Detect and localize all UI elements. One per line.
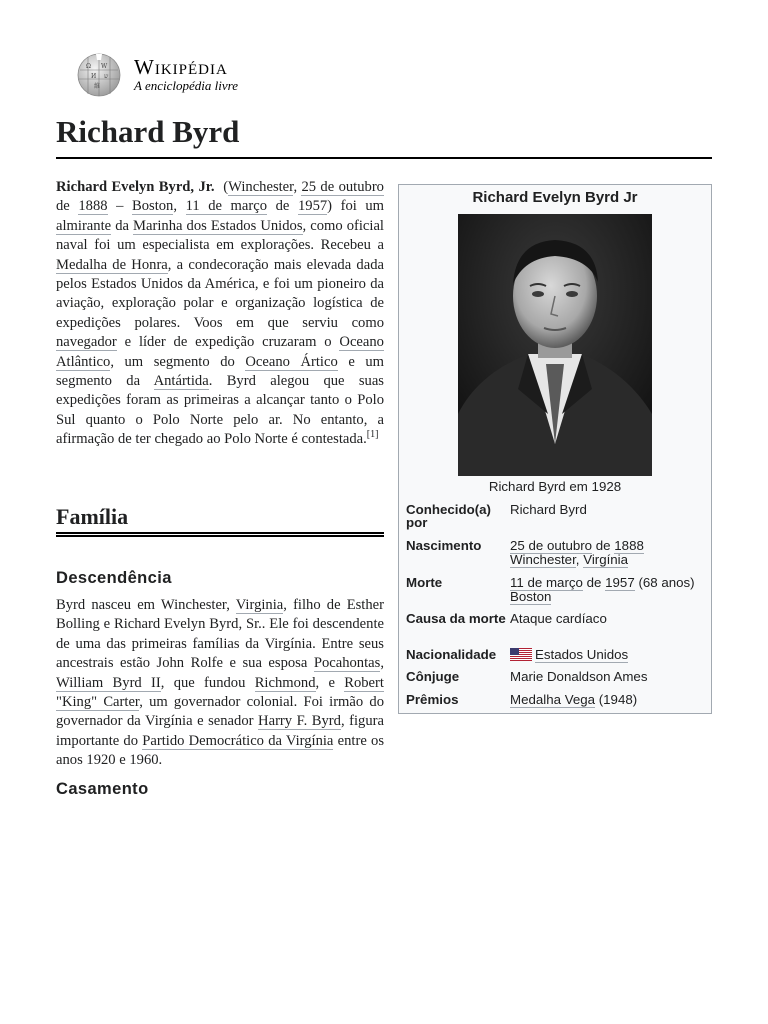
link-partido-democratico[interactable]: Partido Democrático da Virgínia xyxy=(142,732,334,749)
wikipedia-logo[interactable] xyxy=(74,52,264,100)
text: de xyxy=(595,538,611,553)
link-virginia[interactable]: Virgínia xyxy=(583,552,629,567)
text: Byrd nasceu em Winchester, xyxy=(56,597,230,613)
link-birth-year[interactable]: 1888 xyxy=(614,538,644,553)
infobox-key: Nascimento xyxy=(406,538,482,553)
link-robert-carter[interactable]: Robert "King" Carter xyxy=(56,674,384,711)
infobox-value: Richard Byrd xyxy=(510,502,587,517)
text: entre os anos 1920 e 1960. xyxy=(56,732,384,769)
infobox-key: Nacionalidade xyxy=(406,647,497,662)
wikipedia-globe-icon xyxy=(74,52,124,98)
text: (68 anos) xyxy=(638,575,695,590)
text: , como oficial naval foi um especialista em explorações. Recebeu a xyxy=(56,217,384,254)
link-william-byrd[interactable]: William Byrd II xyxy=(56,674,161,691)
svg-text:ש: ש xyxy=(104,73,109,80)
infobox-value xyxy=(510,693,710,707)
portrait-caption: Richard Byrd em 1928 xyxy=(488,479,622,494)
link-oceano-atlantico[interactable]: Oceano Atlântico xyxy=(56,334,384,370)
subsection-heading-casamento: Casamento xyxy=(56,780,149,798)
text: da xyxy=(115,217,129,234)
link-harry-byrd[interactable]: Harry F. Byrd xyxy=(258,713,341,730)
descendencia-wrap-part xyxy=(56,596,384,771)
infobox-value xyxy=(510,576,710,604)
link-almirante[interactable]: almirante xyxy=(56,217,112,234)
infobox-key: Causa da morte xyxy=(406,611,506,626)
subject-name: Richard Evelyn Byrd, Jr. xyxy=(56,179,215,195)
link-boston[interactable]: Boston xyxy=(510,589,552,604)
link-birth-year[interactable]: 1888 xyxy=(78,198,108,215)
text: , um segmento do xyxy=(110,353,235,370)
text: (1948) xyxy=(598,692,638,707)
infobox-key: Morte xyxy=(406,575,443,590)
infobox-key: Prêmios xyxy=(406,692,459,707)
portrait-image xyxy=(458,214,652,476)
infobox-value xyxy=(510,539,710,567)
svg-text:И: И xyxy=(91,73,97,80)
link-medalha-vega[interactable]: Medalha Vega xyxy=(510,692,596,707)
link-birth-date[interactable]: 25 de outubro xyxy=(301,179,384,195)
text: e um segmento da xyxy=(56,353,385,390)
text: ) foi um xyxy=(327,198,385,215)
infobox xyxy=(398,184,712,714)
section-heading-familia: Família xyxy=(56,504,129,529)
text: . Byrd alegou que suas expedições foram as primeiras a alcançar tanto o Polo Sul quanto o Polo Norte pelo ar. No entanto, a afirmação de ter chegado ao Polo Norte é contestada. xyxy=(56,373,384,448)
text: , xyxy=(173,198,178,215)
link-estados-unidos[interactable]: Estados Unidos xyxy=(535,647,629,662)
wikipedia-tagline: A enciclopédia livre xyxy=(134,78,238,93)
link-winchester[interactable]: Winchester xyxy=(510,552,576,567)
infobox-value: Ataque cardíaco xyxy=(510,611,607,626)
us-flag-icon xyxy=(510,648,532,661)
text: , xyxy=(380,655,384,672)
link-pocahontas[interactable]: Pocahontas xyxy=(313,655,381,672)
link-richmond[interactable]: Richmond xyxy=(254,674,316,691)
link-winchester[interactable]: Winchester xyxy=(228,179,294,195)
reference-link[interactable]: [1] xyxy=(366,429,379,441)
infobox-key: Conhecido(a) por xyxy=(406,502,491,530)
link-navegador[interactable]: navegador xyxy=(56,334,117,351)
intro-paragraph xyxy=(56,178,384,450)
subsection-heading-descendencia: Descendência xyxy=(56,569,172,587)
infobox-title: Richard Evelyn Byrd Jr xyxy=(472,189,638,206)
text: e líder de expedição cruzaram o xyxy=(124,334,332,351)
link-death-date[interactable]: 11 de março xyxy=(510,575,583,590)
text: , filho de Esther Bolling e Richard Evelyn Byrd, Sr.. Ele foi descendente de uma das primeiras famílias da Virgínia. Entre seus ancestrais estão John Rolfe e sua esposa xyxy=(56,597,384,672)
text: , um governador colonial. Foi irmão do governador da Virgínia e senador xyxy=(56,694,384,730)
text: de xyxy=(56,198,70,215)
text: , figura importante do xyxy=(56,713,384,749)
wikipedia-wordmark: Wikipédia xyxy=(134,55,228,79)
portrait-photo[interactable] xyxy=(458,214,652,476)
link-marinha[interactable]: Marinha dos Estados Unidos xyxy=(133,217,303,234)
link-birth-date[interactable]: 25 de outubro xyxy=(510,538,593,553)
link-virginia[interactable]: Virginia xyxy=(235,597,284,613)
link-death-date[interactable]: 11 de março xyxy=(185,198,268,215)
link-death-year[interactable]: 1957 xyxy=(605,575,635,590)
link-antartida[interactable]: Antártida xyxy=(153,373,209,390)
title-divider xyxy=(56,157,712,159)
infobox-value: Marie Donaldson Ames xyxy=(510,669,648,684)
text: ( xyxy=(223,179,229,195)
infobox-key: Cônjuge xyxy=(406,669,460,684)
text: de xyxy=(275,198,290,215)
page-title: Richard Byrd xyxy=(56,114,240,149)
link-boston[interactable]: Boston xyxy=(132,198,174,215)
text: de xyxy=(586,575,602,590)
text: , xyxy=(293,179,298,195)
svg-text:維: 維 xyxy=(94,83,101,90)
link-oceano-artico[interactable]: Oceano Ártico xyxy=(245,353,338,370)
text: , a condecoração mais elevada dada pelos Estados Unidos da América, e foi um pioneiro da aviação, exploração polar e organização logística de expedições polares. Voos em que serviu como xyxy=(56,256,384,331)
infobox-value xyxy=(510,648,710,662)
link-death-year[interactable]: 1957 xyxy=(297,198,328,215)
svg-text:W: W xyxy=(101,63,108,70)
text: – xyxy=(116,198,124,215)
text: , que fundou xyxy=(160,674,246,691)
text: , e xyxy=(315,674,335,691)
svg-text:Ω: Ω xyxy=(86,63,91,70)
link-medalha-honra[interactable]: Medalha de Honra xyxy=(56,256,168,273)
text: , xyxy=(575,552,580,567)
section-divider xyxy=(56,532,384,537)
